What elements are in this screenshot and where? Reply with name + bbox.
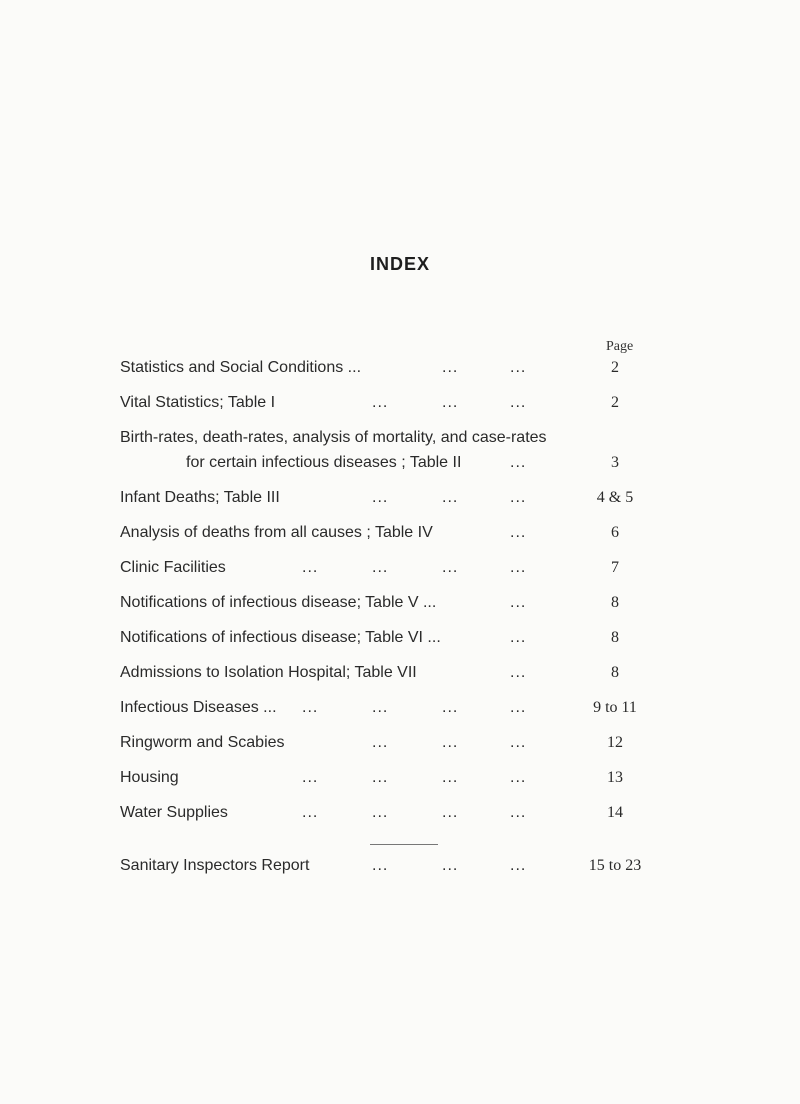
leader-dots: ... bbox=[372, 559, 389, 576]
leader-dots: ... bbox=[302, 699, 319, 716]
index-entry bbox=[0, 696, 800, 720]
page-title: INDEX bbox=[369, 254, 430, 274]
index-entry-continuation bbox=[0, 451, 800, 475]
entry-page: 2 bbox=[611, 394, 619, 411]
leader-dots: ... bbox=[372, 489, 389, 506]
index-entry bbox=[0, 626, 800, 650]
leader-dots: ... bbox=[510, 454, 527, 471]
index-entry bbox=[0, 801, 800, 825]
leader-dots: ... bbox=[442, 394, 459, 411]
leader-dots: ... bbox=[372, 804, 389, 821]
section-divider bbox=[370, 844, 438, 845]
leader-dots: ... bbox=[372, 394, 389, 411]
leader-dots: ... bbox=[302, 804, 319, 821]
index-entry bbox=[0, 391, 800, 415]
leader-dots: ... bbox=[442, 857, 459, 874]
index-entry bbox=[0, 854, 800, 878]
entry-label: Birth-rates, death-rates, analysis of mortality, and case-rates bbox=[120, 429, 547, 446]
entry-page: 13 bbox=[607, 769, 623, 786]
index-entry bbox=[0, 766, 800, 790]
entry-label: Housing bbox=[120, 769, 179, 786]
index-entry bbox=[0, 591, 800, 615]
leader-dots: ... bbox=[510, 629, 527, 646]
leader-dots: ... bbox=[510, 524, 527, 541]
leader-dots: ... bbox=[510, 594, 527, 611]
leader-dots: ... bbox=[442, 559, 459, 576]
index-entry bbox=[0, 731, 800, 755]
leader-dots: ... bbox=[510, 394, 527, 411]
leader-dots: ... bbox=[510, 769, 527, 786]
leader-dots: ... bbox=[510, 559, 527, 576]
page-column-header: Page bbox=[606, 339, 634, 354]
entry-label: Infectious Diseases ... bbox=[120, 699, 277, 716]
leader-dots: ... bbox=[442, 699, 459, 716]
leader-dots: ... bbox=[510, 857, 527, 874]
index-entry bbox=[0, 556, 800, 580]
entry-label: Infant Deaths; Table III bbox=[120, 489, 280, 506]
index-entry bbox=[0, 426, 800, 450]
entry-label: Vital Statistics; Table I bbox=[120, 394, 276, 411]
leader-dots: ... bbox=[510, 489, 527, 506]
index-entry bbox=[0, 486, 800, 510]
leader-dots: ... bbox=[442, 734, 459, 751]
entry-page: 15 to 23 bbox=[588, 857, 642, 874]
leader-dots: ... bbox=[442, 769, 459, 786]
index-entry bbox=[0, 661, 800, 685]
leader-dots: ... bbox=[442, 804, 459, 821]
leader-dots: ... bbox=[510, 359, 527, 376]
leader-dots: ... bbox=[302, 559, 319, 576]
entry-label: for certain infectious diseases ; Table II bbox=[186, 454, 462, 471]
leader-dots: ... bbox=[442, 359, 459, 376]
leader-dots: ... bbox=[442, 489, 459, 506]
entry-label: Water Supplies bbox=[120, 804, 228, 821]
leader-dots: ... bbox=[510, 804, 527, 821]
entry-label: Statistics and Social Conditions ... bbox=[120, 359, 362, 376]
entry-page: 9 to 11 bbox=[593, 699, 637, 716]
entry-page: 7 bbox=[611, 559, 619, 576]
entry-page: 14 bbox=[607, 804, 623, 821]
entry-page: 8 bbox=[611, 594, 619, 611]
leader-dots: ... bbox=[372, 769, 389, 786]
entry-label: Notifications of infectious disease; Table VI ... bbox=[120, 629, 441, 646]
leader-dots: ... bbox=[302, 769, 319, 786]
entry-label: Ringworm and Scabies bbox=[120, 734, 285, 751]
leader-dots: ... bbox=[372, 857, 389, 874]
entry-page: 6 bbox=[611, 524, 619, 541]
leader-dots: ... bbox=[510, 734, 527, 751]
index-entry bbox=[0, 356, 800, 380]
leader-dots: ... bbox=[510, 699, 527, 716]
leader-dots: ... bbox=[510, 664, 527, 681]
entry-page: 4 & 5 bbox=[596, 489, 634, 506]
entry-page: 3 bbox=[611, 454, 619, 471]
entry-page: 12 bbox=[607, 734, 623, 751]
entry-label: Clinic Facilities bbox=[120, 559, 226, 576]
entry-label: Sanitary Inspectors Report bbox=[120, 857, 310, 874]
entry-label: Admissions to Isolation Hospital; Table VII bbox=[120, 664, 417, 681]
leader-dots: ... bbox=[372, 699, 389, 716]
entry-page: 8 bbox=[611, 629, 619, 646]
leader-dots: ... bbox=[372, 734, 389, 751]
index-entry bbox=[0, 521, 800, 545]
entry-label: Analysis of deaths from all causes ; Table IV bbox=[120, 524, 433, 541]
entry-label: Notifications of infectious disease; Table V ... bbox=[120, 594, 437, 611]
entry-page: 8 bbox=[611, 664, 619, 681]
entry-page: 2 bbox=[611, 359, 619, 376]
